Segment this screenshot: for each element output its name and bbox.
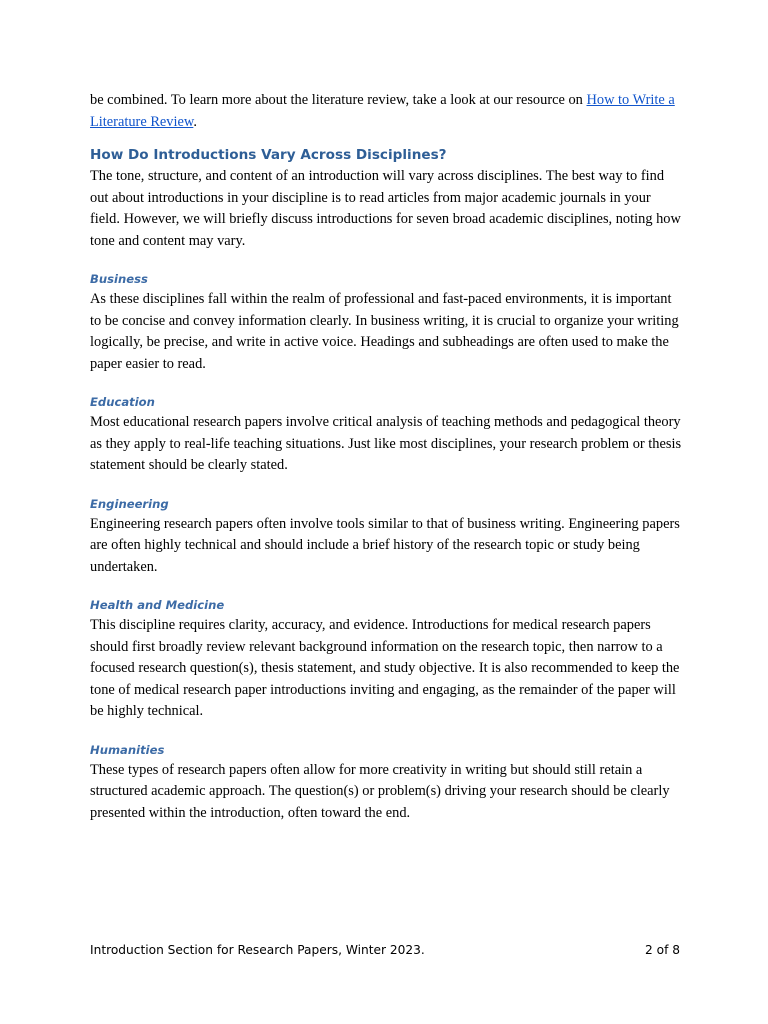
paragraph-humanities: These types of research papers often allow for more creativity in writing but should still retain a structured academic approach. The question(s) or problem(s) driving your research should be clearly presented within the introduction, often toward the end. <box>90 761 670 821</box>
section-paragraph: The tone, structure, and content of an introduction will vary across disciplines. The best way to find out about introductions in your discipline is to read articles from major academic journals in your field. However, we will briefly discuss introductions for seven broad academic disciplines, noting how tone and content may vary. <box>90 168 681 249</box>
literature-review-link[interactable]: How to Write a Literature Review <box>90 92 675 130</box>
intro-text: be combined. To learn more about the literature review, take a look at our resource on <box>90 92 587 108</box>
page-number: 2 of 8 <box>644 943 680 957</box>
page-footer <box>90 943 680 957</box>
paragraph-business: As these disciplines fall within the realm of professional and fast-paced environments, it is important to be concise and convey information clearly. In business writing, it is crucial to organize your writing logically, be precise, and write in active voice. Headings and subheadings are often used to make the paper easier to read. <box>90 291 679 372</box>
subheading-education: Education <box>90 395 155 409</box>
subheading-humanities: Humanities <box>90 742 165 757</box>
footer-title: Introduction Section for Research Papers, Winter 2023. <box>90 943 425 957</box>
paragraph-engineering: Engineering research papers often involve tools similar to that of business writing. Engineering papers are often highly technical and should include a brief history of the research topic or study being undertaken. <box>90 515 680 575</box>
paragraph-education: Most educational research papers involve critical analysis of teaching methods and pedagogical theory as they apply to real-life teaching situations. Just like most disciplines, your research problem or thesis statement should be clearly stated. <box>90 414 682 473</box>
subheading-engineering: Engineering <box>90 496 169 511</box>
subheading-health-medicine: Health and Medicine <box>90 598 225 612</box>
paragraph-health-medicine: This discipline requires clarity, accuracy, and evidence. Introductions for medical research papers should first broadly review relevant background information on the research topic, then narrow to a focused research question(s), thesis statement, and study objective. It is also recommended to keep the tone of medical research paper introductions inviting and engaging, as the remainder of the paper will be highly technical. <box>90 617 680 719</box>
subheading-business: Business <box>90 272 148 286</box>
intro-text-end: . <box>193 113 197 130</box>
intro-paragraph <box>90 90 682 133</box>
section-heading: How Do Introductions Vary Across Disciplines? <box>90 147 447 163</box>
document-body <box>90 90 682 824</box>
